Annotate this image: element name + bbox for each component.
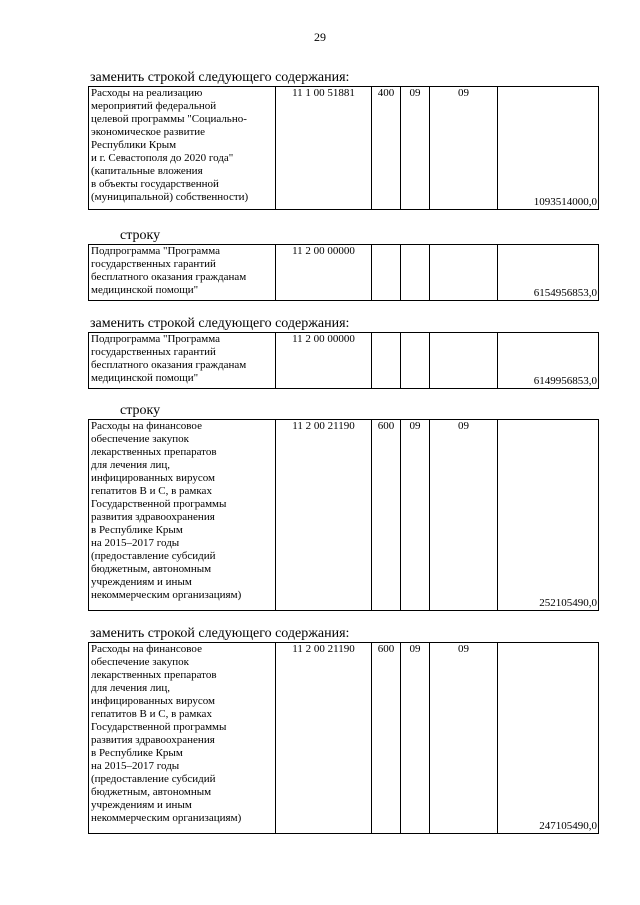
row-csr-cell: 11 2 00 21190 <box>276 420 372 611</box>
row-vr-cell <box>372 333 401 389</box>
table-row <box>89 333 599 389</box>
table-row <box>89 420 599 611</box>
row-sum-cell: 1093514000,0 <box>498 87 599 210</box>
budget-table <box>88 86 599 210</box>
row-rz-cell: 09 <box>401 87 430 210</box>
table-row <box>89 643 599 834</box>
row-sum-cell: 6154956853,0 <box>498 245 599 301</box>
row-sum-cell: 6149956853,0 <box>498 333 599 389</box>
budget-table <box>88 332 599 389</box>
row-name-cell: Расходы на финансовое обеспечение закупок лекарственных препаратов для лечения лиц, инфицированных вирусом гепатитов B и C, в рамках Государственной программы развития здравоохранения в Республике Крым на 2015–2017 годы (предоставление субсидий бюджетным, автономным учреждениям и иным некоммерческим организациям) <box>89 420 276 611</box>
table-row <box>89 87 599 210</box>
section-heading: строку <box>120 403 161 418</box>
row-vr-cell: 400 <box>372 87 401 210</box>
budget-table <box>88 642 599 834</box>
row-vr-cell <box>372 245 401 301</box>
row-pr-cell <box>430 333 498 389</box>
budget-table <box>88 244 599 301</box>
row-csr-cell: 11 2 00 00000 <box>276 245 372 301</box>
row-rz-cell: 09 <box>401 420 430 611</box>
row-pr-cell: 09 <box>430 643 498 834</box>
section-heading: строку <box>120 228 161 243</box>
row-name-cell: Расходы на реализацию мероприятий федеральной целевой программы "Социально- экономическое развитие Республики Крым и г. Севастополя до 2020 года" (капитальные вложения в объекты государственной (муниципальной) собственности) <box>89 87 276 210</box>
budget-table <box>88 419 599 611</box>
table-row <box>89 245 599 301</box>
section-heading: заменить строкой следующего содержания: <box>90 316 350 331</box>
row-rz-cell: 09 <box>401 643 430 834</box>
row-vr-cell: 600 <box>372 643 401 834</box>
row-sum-cell: 252105490,0 <box>498 420 599 611</box>
row-pr-cell <box>430 245 498 301</box>
row-csr-cell: 11 1 00 51881 <box>276 87 372 210</box>
row-name-cell: Расходы на финансовое обеспечение закупок лекарственных препаратов для лечения лиц, инфицированных вирусом гепатитов B и C, в рамках Государственной программы развития здравоохранения в Республике Крым на 2015–2017 годы (предоставление субсидий бюджетным, автономным учреждениям и иным некоммерческим организациям) <box>89 643 276 834</box>
row-pr-cell: 09 <box>430 420 498 611</box>
section-heading: заменить строкой следующего содержания: <box>90 70 350 85</box>
row-name-cell: Подпрограмма "Программа государственных гарантий бесплатного оказания гражданам медицинской помощи" <box>89 245 276 301</box>
page-number: 29 <box>314 30 326 44</box>
row-name-cell: Подпрограмма "Программа государственных гарантий бесплатного оказания гражданам медицинской помощи" <box>89 333 276 389</box>
row-csr-cell: 11 2 00 00000 <box>276 333 372 389</box>
row-csr-cell: 11 2 00 21190 <box>276 643 372 834</box>
row-vr-cell: 600 <box>372 420 401 611</box>
row-sum-cell: 247105490,0 <box>498 643 599 834</box>
row-pr-cell: 09 <box>430 87 498 210</box>
row-rz-cell <box>401 245 430 301</box>
row-rz-cell <box>401 333 430 389</box>
section-heading: заменить строкой следующего содержания: <box>90 626 350 641</box>
